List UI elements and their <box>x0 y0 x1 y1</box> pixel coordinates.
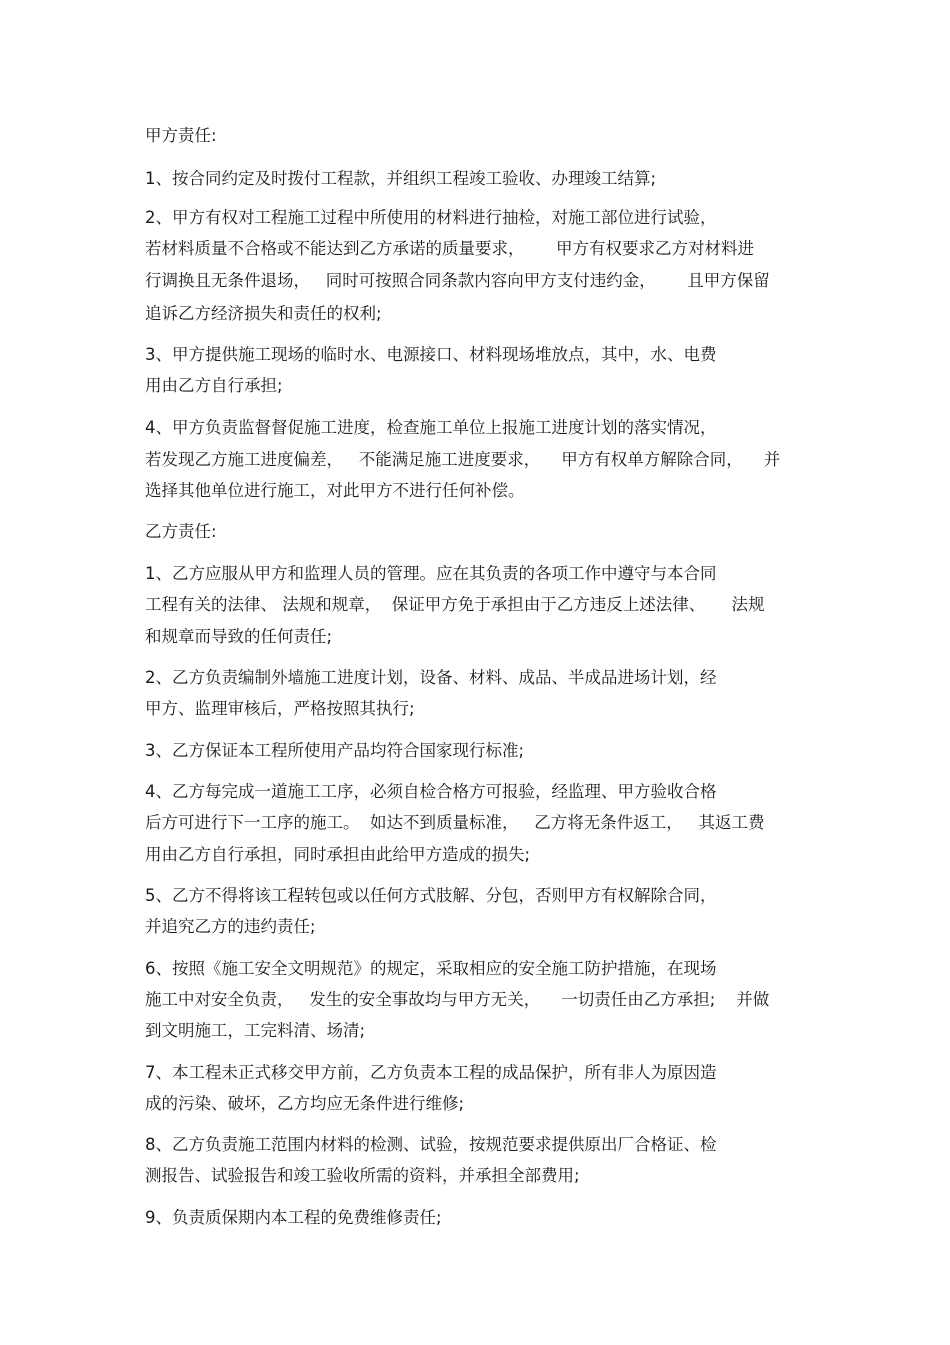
text-line: 7、本工程未正式移交甲方前，乙方负责本工程的成品保护，所有非人为原因造 <box>145 1063 717 1082</box>
text-line: 用由乙方自行承担; <box>145 376 283 395</box>
text-line: 并追究乙方的违约责任; <box>145 917 316 936</box>
text-line: 4、甲方负责监督督促施工进度，检查施工单位上报施工进度计划的落实情况， <box>145 418 717 437</box>
heading-party-b: 乙方责任: <box>145 522 217 541</box>
text-line: 若材料质量不合格或不能达到乙方承诺的质量要求， 甲方有权要求乙方对材料进 <box>145 239 754 258</box>
text-line: 和规章而导致的任何责任; <box>145 627 333 646</box>
text-line: 工程有关的法律、 法规和规章， 保证甲方免于承担由于乙方违反上述法律、 法规 <box>145 595 765 614</box>
text-line: 成的污染、破坏，乙方均应无条件进行维修; <box>145 1094 465 1113</box>
text-line: 选择其他单位进行施工，对此甲方不进行任何补偿。 <box>145 481 525 500</box>
text-line: 5、乙方不得将该工程转包或以任何方式肢解、分包，否则甲方有权解除合同， <box>145 886 717 905</box>
text-line: 1、按合同约定及时拨付工程款，并组织工程竣工验收、办理竣工结算; <box>145 169 657 188</box>
text-line: 3、乙方保证本工程所使用产品均符合国家现行标准; <box>145 741 525 760</box>
text-line: 8、乙方负责施工范围内材料的检测、试验，按规范要求提供原出厂合格证、检 <box>145 1135 717 1154</box>
heading-party-a: 甲方责任: <box>145 126 217 145</box>
text-line: 施工中对安全负责， 发生的安全事故均与甲方无关， 一切责任由乙方承担; 并做 <box>145 990 770 1009</box>
text-line: 1、乙方应服从甲方和监理人员的管理。应在其负责的各项工作中遵守与本合同 <box>145 564 717 583</box>
text-line: 若发现乙方施工进度偏差， 不能满足施工进度要求， 甲方有权单方解除合同， 并 <box>145 450 781 469</box>
text-line: 测报告、试验报告和竣工验收所需的资料，并承担全部费用; <box>145 1166 580 1185</box>
text-line: 2、甲方有权对工程施工过程中所使用的材料进行抽检，对施工部位进行试验， <box>145 208 717 227</box>
text-line: 3、甲方提供施工现场的临时水、电源接口、材料现场堆放点，其中，水、电费 <box>145 345 717 364</box>
text-line: 9、负责质保期内本工程的免费维修责任; <box>145 1208 442 1227</box>
text-line: 后方可进行下一工序的施工。 如达不到质量标准， 乙方将无条件返工， 其返工费 <box>145 813 765 832</box>
text-line: 2、乙方负责编制外墙施工进度计划，设备、材料、成品、半成品进场计划，经 <box>145 668 717 687</box>
text-line: 行调换且无条件退场， 同时可按照合同条款内容向甲方支付违约金， 且甲方保留 <box>145 271 770 290</box>
text-line: 用由乙方自行承担，同时承担由此给甲方造成的损失; <box>145 845 531 864</box>
text-line: 4、乙方每完成一道施工工序，必须自检合格方可报验，经监理、甲方验收合格 <box>145 782 717 801</box>
text-line: 追诉乙方经济损失和责任的权利; <box>145 304 382 323</box>
text-line: 到文明施工，工完料清、场清; <box>145 1021 366 1040</box>
text-line: 甲方、监理审核后，严格按照其执行; <box>145 699 415 718</box>
text-line: 6、按照《施工安全文明规范》的规定，采取相应的安全施工防护措施，在现场 <box>145 959 717 978</box>
